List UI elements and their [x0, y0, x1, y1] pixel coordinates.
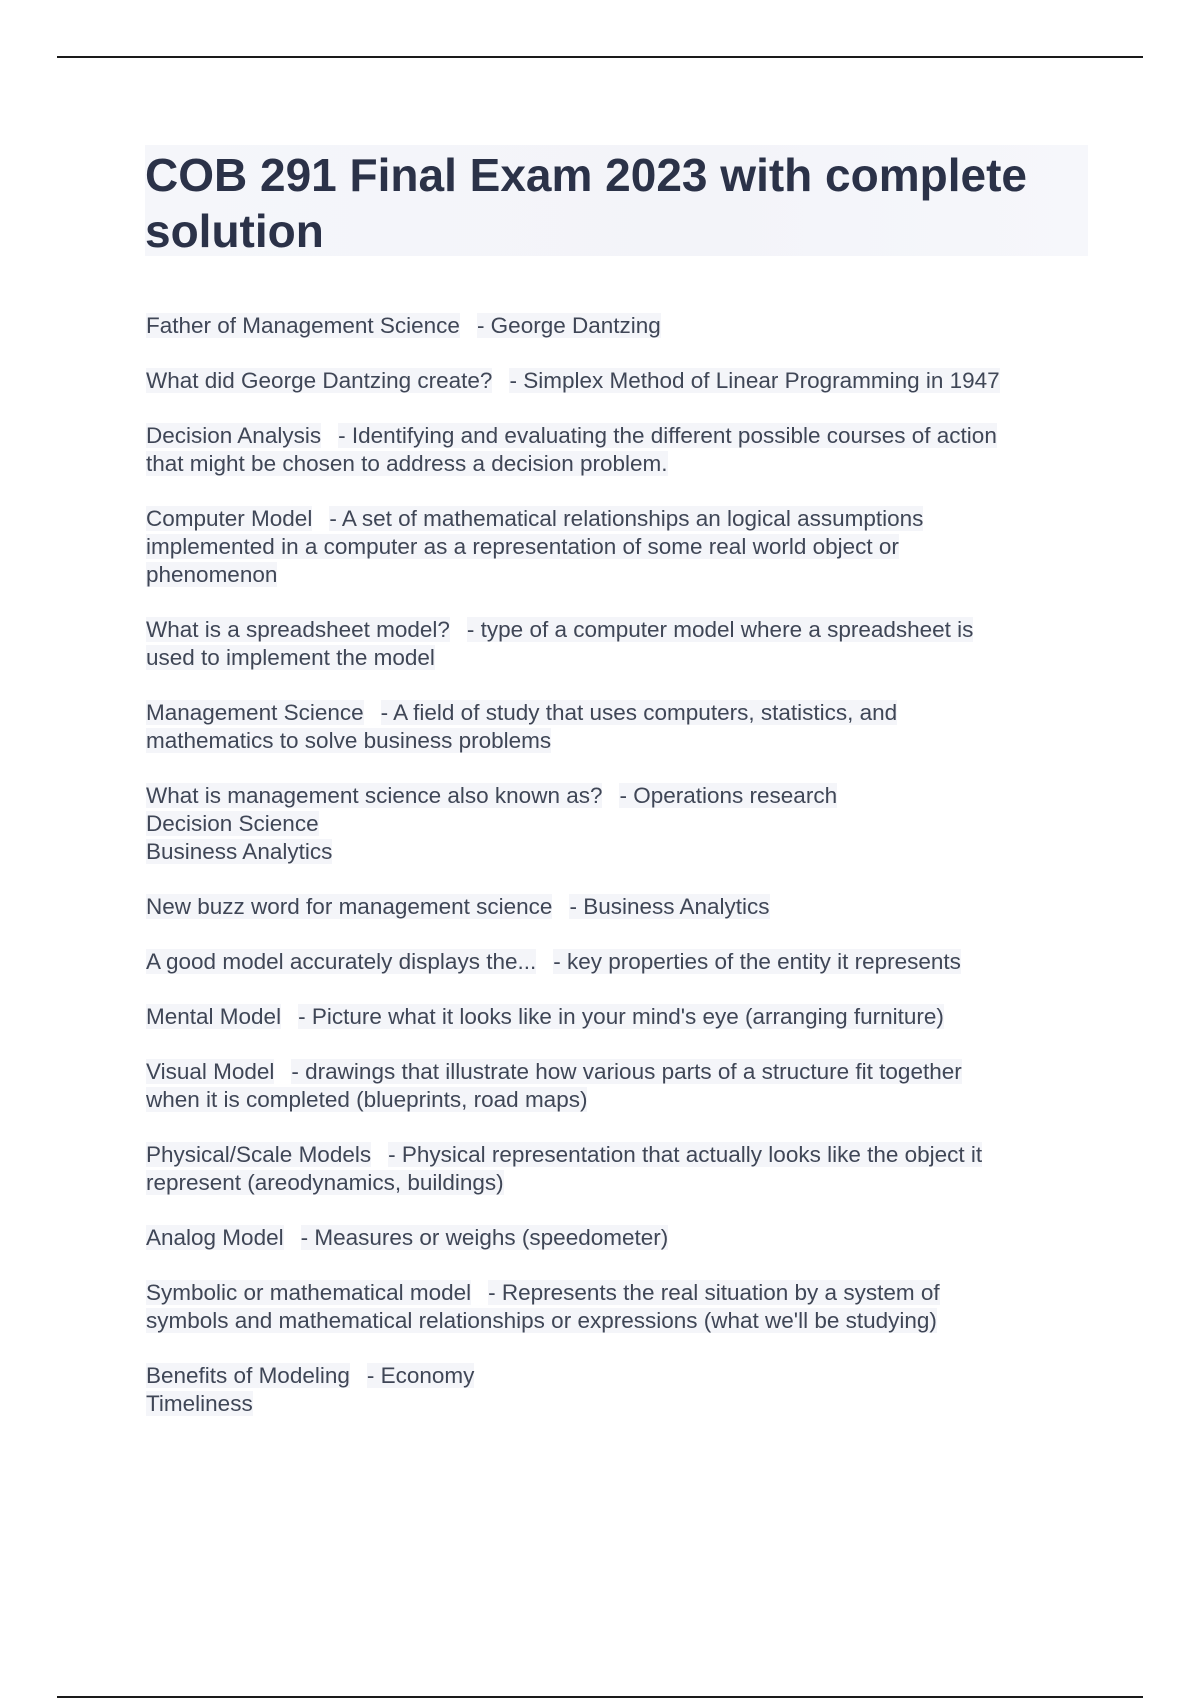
entry-continuation-text: Business Analytics: [146, 839, 333, 864]
entry-continuation-line: [146, 450, 1086, 478]
flashcard-entry: [146, 1279, 1086, 1335]
entry-continuation-line: [146, 533, 1086, 561]
entry-first-line: [146, 312, 1086, 340]
entry-term: Analog Model: [146, 1225, 284, 1250]
entry-continuation-text: Decision Science: [146, 811, 319, 836]
entry-continuation-line: [146, 1169, 1086, 1197]
entry-definition: - Business Analytics: [569, 894, 770, 919]
flashcard-entry: [146, 1058, 1086, 1114]
entry-definition: - key properties of the entity it represents: [553, 949, 961, 974]
flashcard-entry: [146, 616, 1086, 672]
entry-first-line: [146, 699, 1086, 727]
title-line-2: solution: [145, 205, 324, 257]
entry-term: New buzz word for management science: [146, 894, 553, 919]
flashcard-entry: [146, 312, 1086, 340]
entry-definition: - Simplex Method of Linear Programming in 1947: [509, 368, 1000, 393]
entry-continuation-text: Timeliness: [146, 1391, 253, 1416]
flashcard-list: [146, 312, 1086, 1445]
entry-first-line: [146, 1003, 1086, 1031]
entry-definition: - Physical representation that actually looks like the object it: [388, 1142, 983, 1167]
entry-continuation-line: [146, 561, 1086, 589]
flashcard-entry: [146, 1141, 1086, 1197]
entry-first-line: [146, 505, 1086, 533]
flashcard-entry: [146, 505, 1086, 589]
flashcard-entry: [146, 893, 1086, 921]
entry-continuation-text: phenomenon: [146, 562, 278, 587]
flashcard-entry: [146, 1362, 1086, 1418]
entry-first-line: [146, 893, 1086, 921]
entry-definition: - Represents the real situation by a system of: [488, 1280, 940, 1305]
flashcard-entry: [146, 1003, 1086, 1031]
entry-continuation-line: [146, 1086, 1086, 1114]
top-rule: [57, 56, 1143, 58]
entry-term: Physical/Scale Models: [146, 1142, 372, 1167]
entry-first-line: [146, 1141, 1086, 1169]
entry-first-line: [146, 1224, 1086, 1252]
entry-definition: - drawings that illustrate how various parts of a structure fit together: [291, 1059, 962, 1084]
entry-term: What did George Dantzing create?: [146, 368, 493, 393]
entry-first-line: [146, 1362, 1086, 1390]
entry-first-line: [146, 367, 1086, 395]
entry-definition: - Picture what it looks like in your mind's eye (arranging furniture): [298, 1004, 944, 1029]
entry-term: Benefits of Modeling: [146, 1363, 350, 1388]
title-line-1: COB 291 Final Exam 2023 with complete: [145, 149, 1027, 201]
entry-first-line: [146, 422, 1086, 450]
entry-continuation-text: symbols and mathematical relationships or expressions (what we'll be studying): [146, 1308, 937, 1333]
entry-definition: - type of a computer model where a spreadsheet is: [466, 617, 974, 642]
entry-definition: - George Dantzing: [476, 313, 661, 338]
entry-term: Computer Model: [146, 506, 313, 531]
flashcard-entry: [146, 948, 1086, 976]
entry-definition: - A field of study that uses computers, statistics, and: [380, 700, 898, 725]
entry-first-line: [146, 1058, 1086, 1086]
entry-continuation-text: represent (areodynamics, buildings): [146, 1170, 504, 1195]
entry-continuation-text: used to implement the model: [146, 645, 435, 670]
title-block: [145, 145, 1088, 256]
entry-term: Decision Analysis: [146, 423, 322, 448]
entry-continuation-text: when it is completed (blueprints, road maps): [146, 1087, 588, 1112]
entry-continuation-line: [146, 1390, 1086, 1418]
entry-definition: - Operations research: [619, 783, 838, 808]
entry-continuation-line: [146, 1307, 1086, 1335]
entry-term: What is management science also known as?: [146, 783, 603, 808]
entry-term: Father of Management Science: [146, 313, 460, 338]
entry-continuation-line: [146, 644, 1086, 672]
entry-first-line: [146, 948, 1086, 976]
flashcard-entry: [146, 782, 1086, 866]
entry-term: Visual Model: [146, 1059, 275, 1084]
entry-continuation-line: [146, 810, 1086, 838]
entry-continuation-text: implemented in a computer as a representation of some real world object or: [146, 534, 899, 559]
entry-continuation-line: [146, 838, 1086, 866]
entry-definition: - Identifying and evaluating the different possible courses of action: [338, 423, 997, 448]
bottom-rule: [57, 1696, 1143, 1698]
entry-continuation-text: mathematics to solve business problems: [146, 728, 552, 753]
entry-term: Management Science: [146, 700, 364, 725]
flashcard-entry: [146, 367, 1086, 395]
entry-first-line: [146, 782, 1086, 810]
entry-first-line: [146, 616, 1086, 644]
document-title: [145, 145, 1088, 259]
entry-first-line: [146, 1279, 1086, 1307]
flashcard-entry: [146, 1224, 1086, 1252]
flashcard-entry: [146, 422, 1086, 478]
entry-definition: - Economy: [366, 1363, 475, 1388]
entry-term: Symbolic or mathematical model: [146, 1280, 472, 1305]
flashcard-entry: [146, 699, 1086, 755]
entry-definition: - Measures or weighs (speedometer): [300, 1225, 669, 1250]
entry-term: A good model accurately displays the...: [146, 949, 537, 974]
entry-continuation-text: that might be chosen to address a decision problem.: [146, 451, 668, 476]
entry-term: Mental Model: [146, 1004, 282, 1029]
entry-definition: - A set of mathematical relationships an logical assumptions: [329, 506, 924, 531]
entry-continuation-line: [146, 727, 1086, 755]
entry-term: What is a spreadsheet model?: [146, 617, 450, 642]
